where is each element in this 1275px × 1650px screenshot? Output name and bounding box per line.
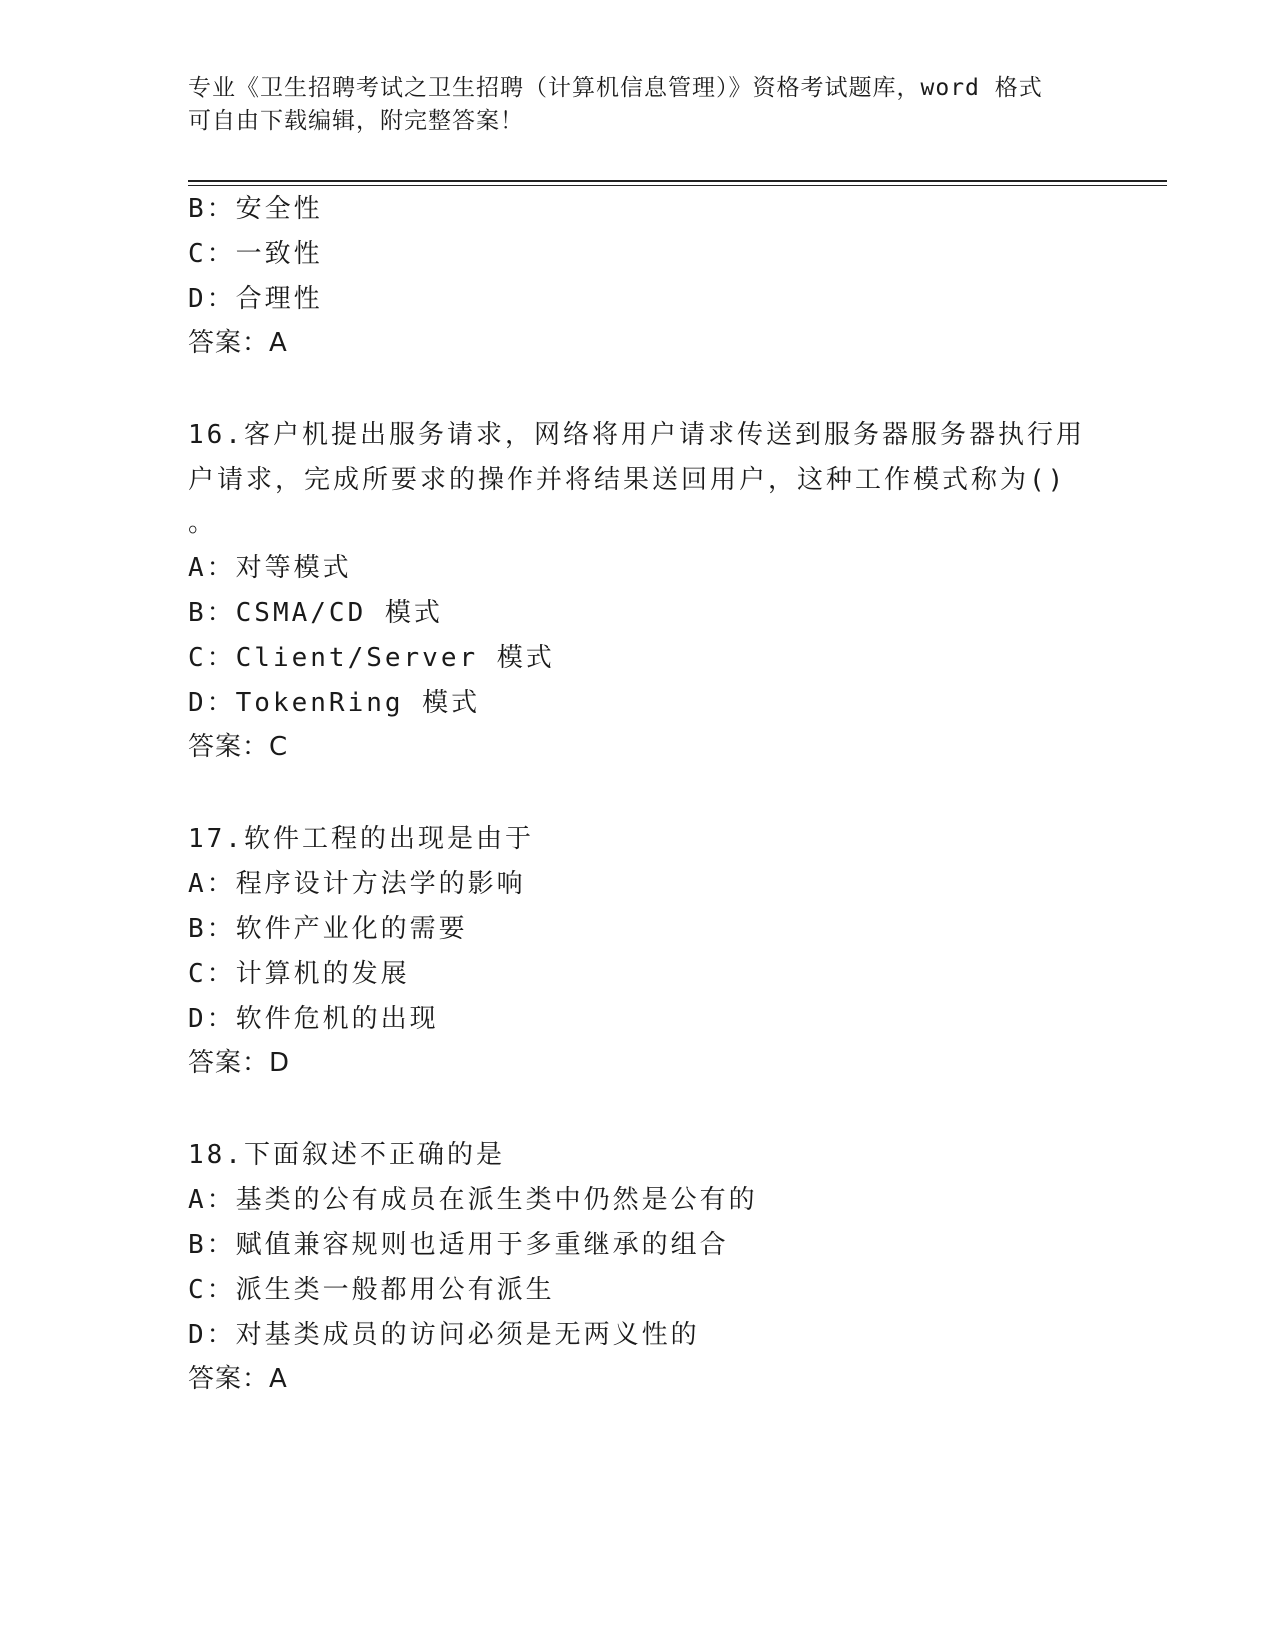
option-c: C：Client/Server 模式: [188, 643, 555, 673]
question-stem-continued: 户请求，完成所要求的操作并将结果送回用户，这种工作模式称为(): [188, 465, 1067, 495]
document-header: [188, 72, 1088, 138]
option-b: B：赋值兼容规则也适用于多重继承的组合: [188, 1230, 729, 1260]
header-divider: [188, 180, 1167, 182]
question-stem: 16.客户机提出服务请求，网络将用户请求传送到服务器服务器执行用: [188, 420, 1085, 450]
option-c: C：计算机的发展: [188, 959, 410, 989]
option-b: B：安全性: [188, 194, 323, 224]
answer: 答案：C: [188, 732, 289, 762]
option-c: C：派生类一般都用公有派生: [188, 1275, 555, 1305]
option-d: D：合理性: [188, 284, 323, 314]
option-d: D：对基类成员的访问必须是无两义性的: [188, 1320, 700, 1350]
question-stem: 17.软件工程的出现是由于: [188, 824, 534, 854]
header-divider-thin: [188, 185, 1167, 186]
option-c: C：一致性: [188, 239, 323, 269]
option-a: A：对等模式: [188, 553, 352, 583]
answer: 答案：A: [188, 328, 288, 358]
question-stem: 18.下面叙述不正确的是: [188, 1140, 505, 1170]
answer: 答案：A: [188, 1364, 288, 1394]
header-line-1: 专业《卫生招聘考试之卫生招聘（计算机信息管理）》资格考试题库，word 格式: [188, 75, 1043, 101]
option-a: A：程序设计方法学的影响: [188, 869, 526, 899]
option-b: B：软件产业化的需要: [188, 914, 468, 944]
option-d: D：软件危机的出现: [188, 1004, 439, 1034]
option-b: B：CSMA/CD 模式: [188, 598, 443, 628]
question-stem-continued: 。: [188, 508, 218, 538]
answer: 答案：D: [188, 1048, 291, 1078]
option-a: A：基类的公有成员在派生类中仍然是公有的: [188, 1185, 758, 1215]
header-line-2: 可自由下载编辑，附完整答案！: [188, 108, 524, 134]
option-d: D：TokenRing 模式: [188, 688, 481, 718]
